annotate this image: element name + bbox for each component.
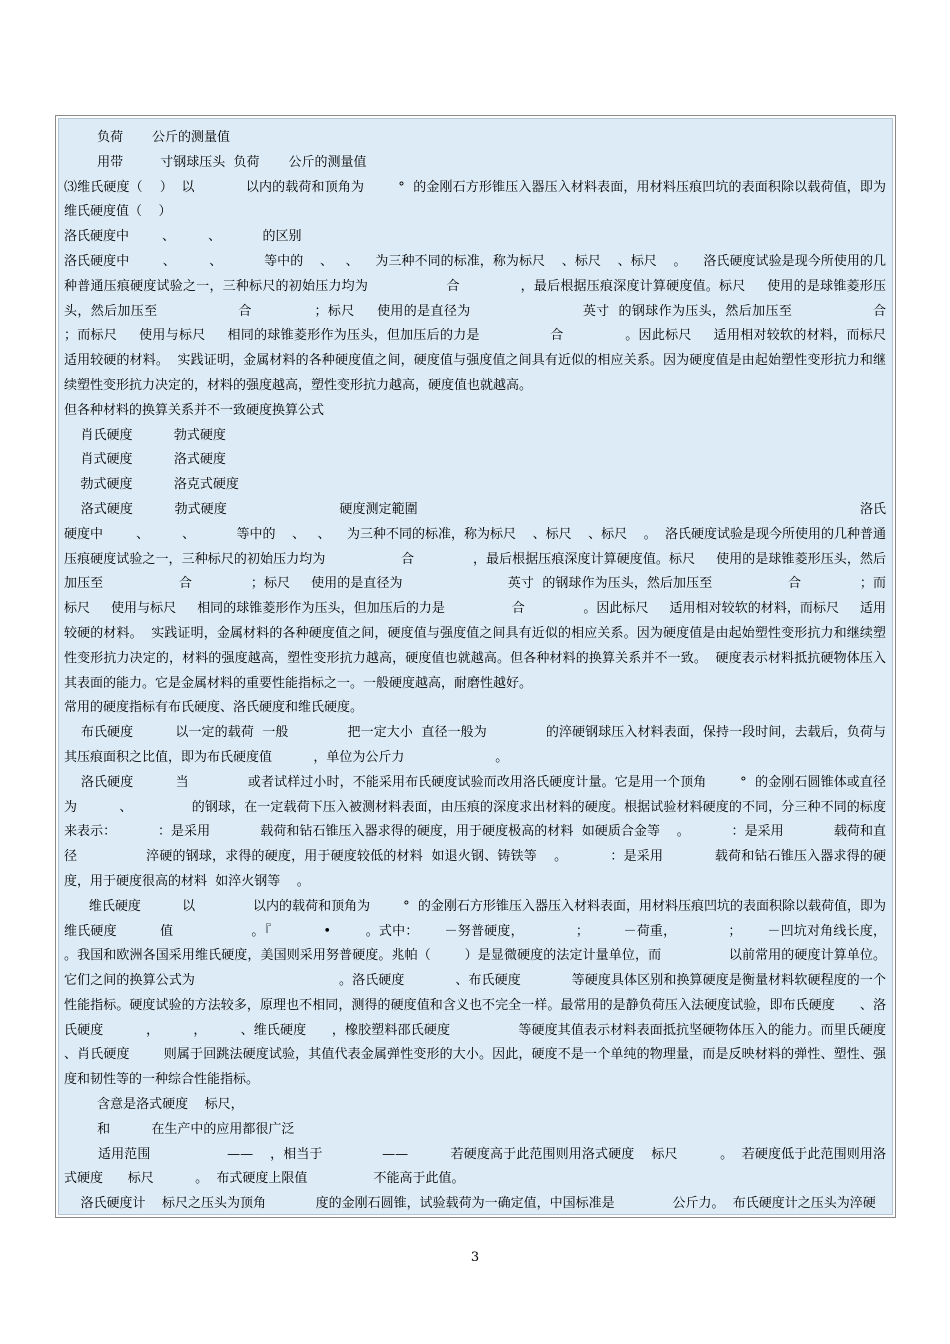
- paragraph: 用带 寸钢球压头 负荷 公斤的测量值: [64, 154, 367, 170]
- paragraph: 肖氏硬度 勃式硬度: [64, 427, 226, 443]
- paragraph: 勃式硬度 洛克式硬度: [64, 477, 239, 493]
- paragraph: 常用的硬度指标有布氏硬度、洛氏硬度和维氏硬度。: [64, 700, 364, 716]
- paragraph: 肖式硬度 洛式硬度: [64, 452, 226, 468]
- paragraph: 洛氏硬度 当 或者试样过小时，不能采用布氏硬度试验而改用洛氏硬度计量。它是用一个顶角 ° 的金刚石圆锥体或直径为 、 的钢球，在一定载荷下压入被测材料表面，由压痕的深度求出材料的硬度。根据试验材料硬度的不同，分三种不同的标度来表示： ：是采用 载荷和钻石锥压入器求得的硬度，用于硬度极高的材料 如硬质合金等 。 ：是采用 载荷和直径 淬硬的钢球，求得的硬度，用于硬度较低的材料 如退火钢、铸铁等 。 ：是采用 载荷和钻石锥压入器求得的硬度，用于硬度很高的材料 如淬火钢等 。: [64, 774, 887, 889]
- paragraph: 洛氏硬度计 标尺之压头为顶角 度的金刚石圆锥，试验载荷为一确定值，中国标准是 公斤力。 布氏硬度计之压头为淬硬: [64, 1196, 876, 1212]
- paragraph: 负荷 公斤的测量值: [64, 130, 230, 145]
- paragraph: 含意是洛式硬度 标尺，: [64, 1097, 244, 1113]
- document-body: [59, 119, 944, 1217]
- paragraph: 和 在生产中的应用都很广泛: [64, 1121, 295, 1137]
- paragraph: 洛式硬度 勃式硬度 硬度测定範圍 洛氏硬度中 、 、 等中的 、 、 为三种不同的标准，称为标尺 、标尺 、标尺 。 洛氏硬度试验是现今所使用的几种普通压痕硬度试验之一，三种标尺的初始压力均为 合 ，最后根据压痕深度计算硬度值。标尺 使用的是球锥菱形压头，然后加压至 合 ；标尺 使用的是直径为 英寸 的钢球作为压头，然后加压至 合 ；而标尺 使用与标尺 相同的球锥菱形作为压头，但加压后的力是 合 。因此标尺 适用相对较软的材料，而标尺 适用较硬的材料。 实践证明，金属材料的各种硬度值之间，硬度值与强度值之间具有近似的相应关系。因为硬度值是由起始塑性变形抗力和继续塑性变形抗力决定的，材料的强度越高，塑性变形抗力越高，硬度值也就越高。但各种材料的换算关系并不一致。 硬度表示材料抵抗硬物体压入其表面的能力。它是金属材料的重要性能指标之一。一般硬度越高，耐磨性越好。: [64, 501, 886, 691]
- paragraph: 洛氏硬度中 、 、 等中的 、 、 为三种不同的标准，称为标尺 、标尺 、标尺 。 洛氏硬度试验是现今所使用的几种普通压痕硬度试验之一，三种标尺的初始压力均为 合 ，最后根据压痕深度计算硬度值。标尺 使用的是球锥菱形压头，然后加压至 合 ；标尺 使用的是直径为 英寸 的钢球作为压头，然后加压至 合 ；而标尺 使用与标尺 相同的球锥菱形作为压头，但加压后的力是 合 。因此标尺 适用相对较软的材料，而标尺 适用较硬的材料。 实践证明，金属材料的各种硬度值之间，硬度值与强度值之间具有近似的相应关系。因为硬度值是由起始塑性变形抗力和继续塑性变形抗力决定的，材料的强度越高，塑性变形抗力越高，硬度值也就越高。: [64, 253, 944, 393]
- paragraph: ⑶维氏硬度（ ） 以 以内的载荷和顶角为 ° 的金刚石方形锥压入器压入材料表面，用材料压痕凹坑的表面积除以载荷值，即为维氏硬度值（ ）: [64, 179, 886, 220]
- paragraph: 但各种材料的换算关系并不一致硬度换算公式: [64, 402, 325, 418]
- page-number: 3: [470, 1250, 480, 1265]
- text-panel: [58, 118, 944, 1215]
- content-frame: [55, 115, 944, 1218]
- paragraph: 洛氏硬度中 、 、 的区别: [64, 229, 302, 245]
- paragraph: 维氏硬度 以 以内的载荷和顶角为 ° 的金刚石方形锥压入器压入材料表面，用材料压痕凹坑的表面积除以载荷值，即为维氏硬度 值 。『 • 。式中： －努普硬度， ； －荷重， ； －凹坑对角线长度， 。我国和欧洲各国采用维氏硬度，美国则采用努普硬度。兆帕（ ）是显微硬度的法定计量单位，而 以前常用的硬度计算单位。它们之间的换算公式为 。洛氏硬度 、布氏硬度 等硬度具体区别和换算硬度是衡量材料软硬程度的一个性能指标。硬度试验的方法较多，原理也不相同，测得的硬度值和含义也不完全一样。最常用的是静负荷压入法硬度试验，即布氏硬度 、洛氏硬度 ， ， 、维氏硬度 ，橡胶塑料邵氏硬度 等硬度其值表示材料表面抵抗坚硬物体压入的能力。而里氏硬度 、肖氏硬度 则属于回跳法硬度试验，其值代表金属弹性变形的大小。因此，硬度不是一个单纯的物理量，而是反映材料的弹性、塑性、强度和韧性等的一种综合性能指标。: [64, 898, 920, 1088]
- paragraph: 布氏硬度 以一定的载荷 一般 把一定大小 直径一般为 的淬硬钢球压入材料表面，保持一段时间，去载后，负荷与其压痕面积之比值，即为布氏硬度值 ，单位为公斤力 。: [64, 725, 886, 765]
- paragraph: 适用范围 —— ，相当于 —— 若硬度高于此范围则用洛式硬度 标尺 。 若硬度低于此范围则用洛式硬度 标尺 。 布式硬度上限值 不能高于此值。: [64, 1146, 886, 1187]
